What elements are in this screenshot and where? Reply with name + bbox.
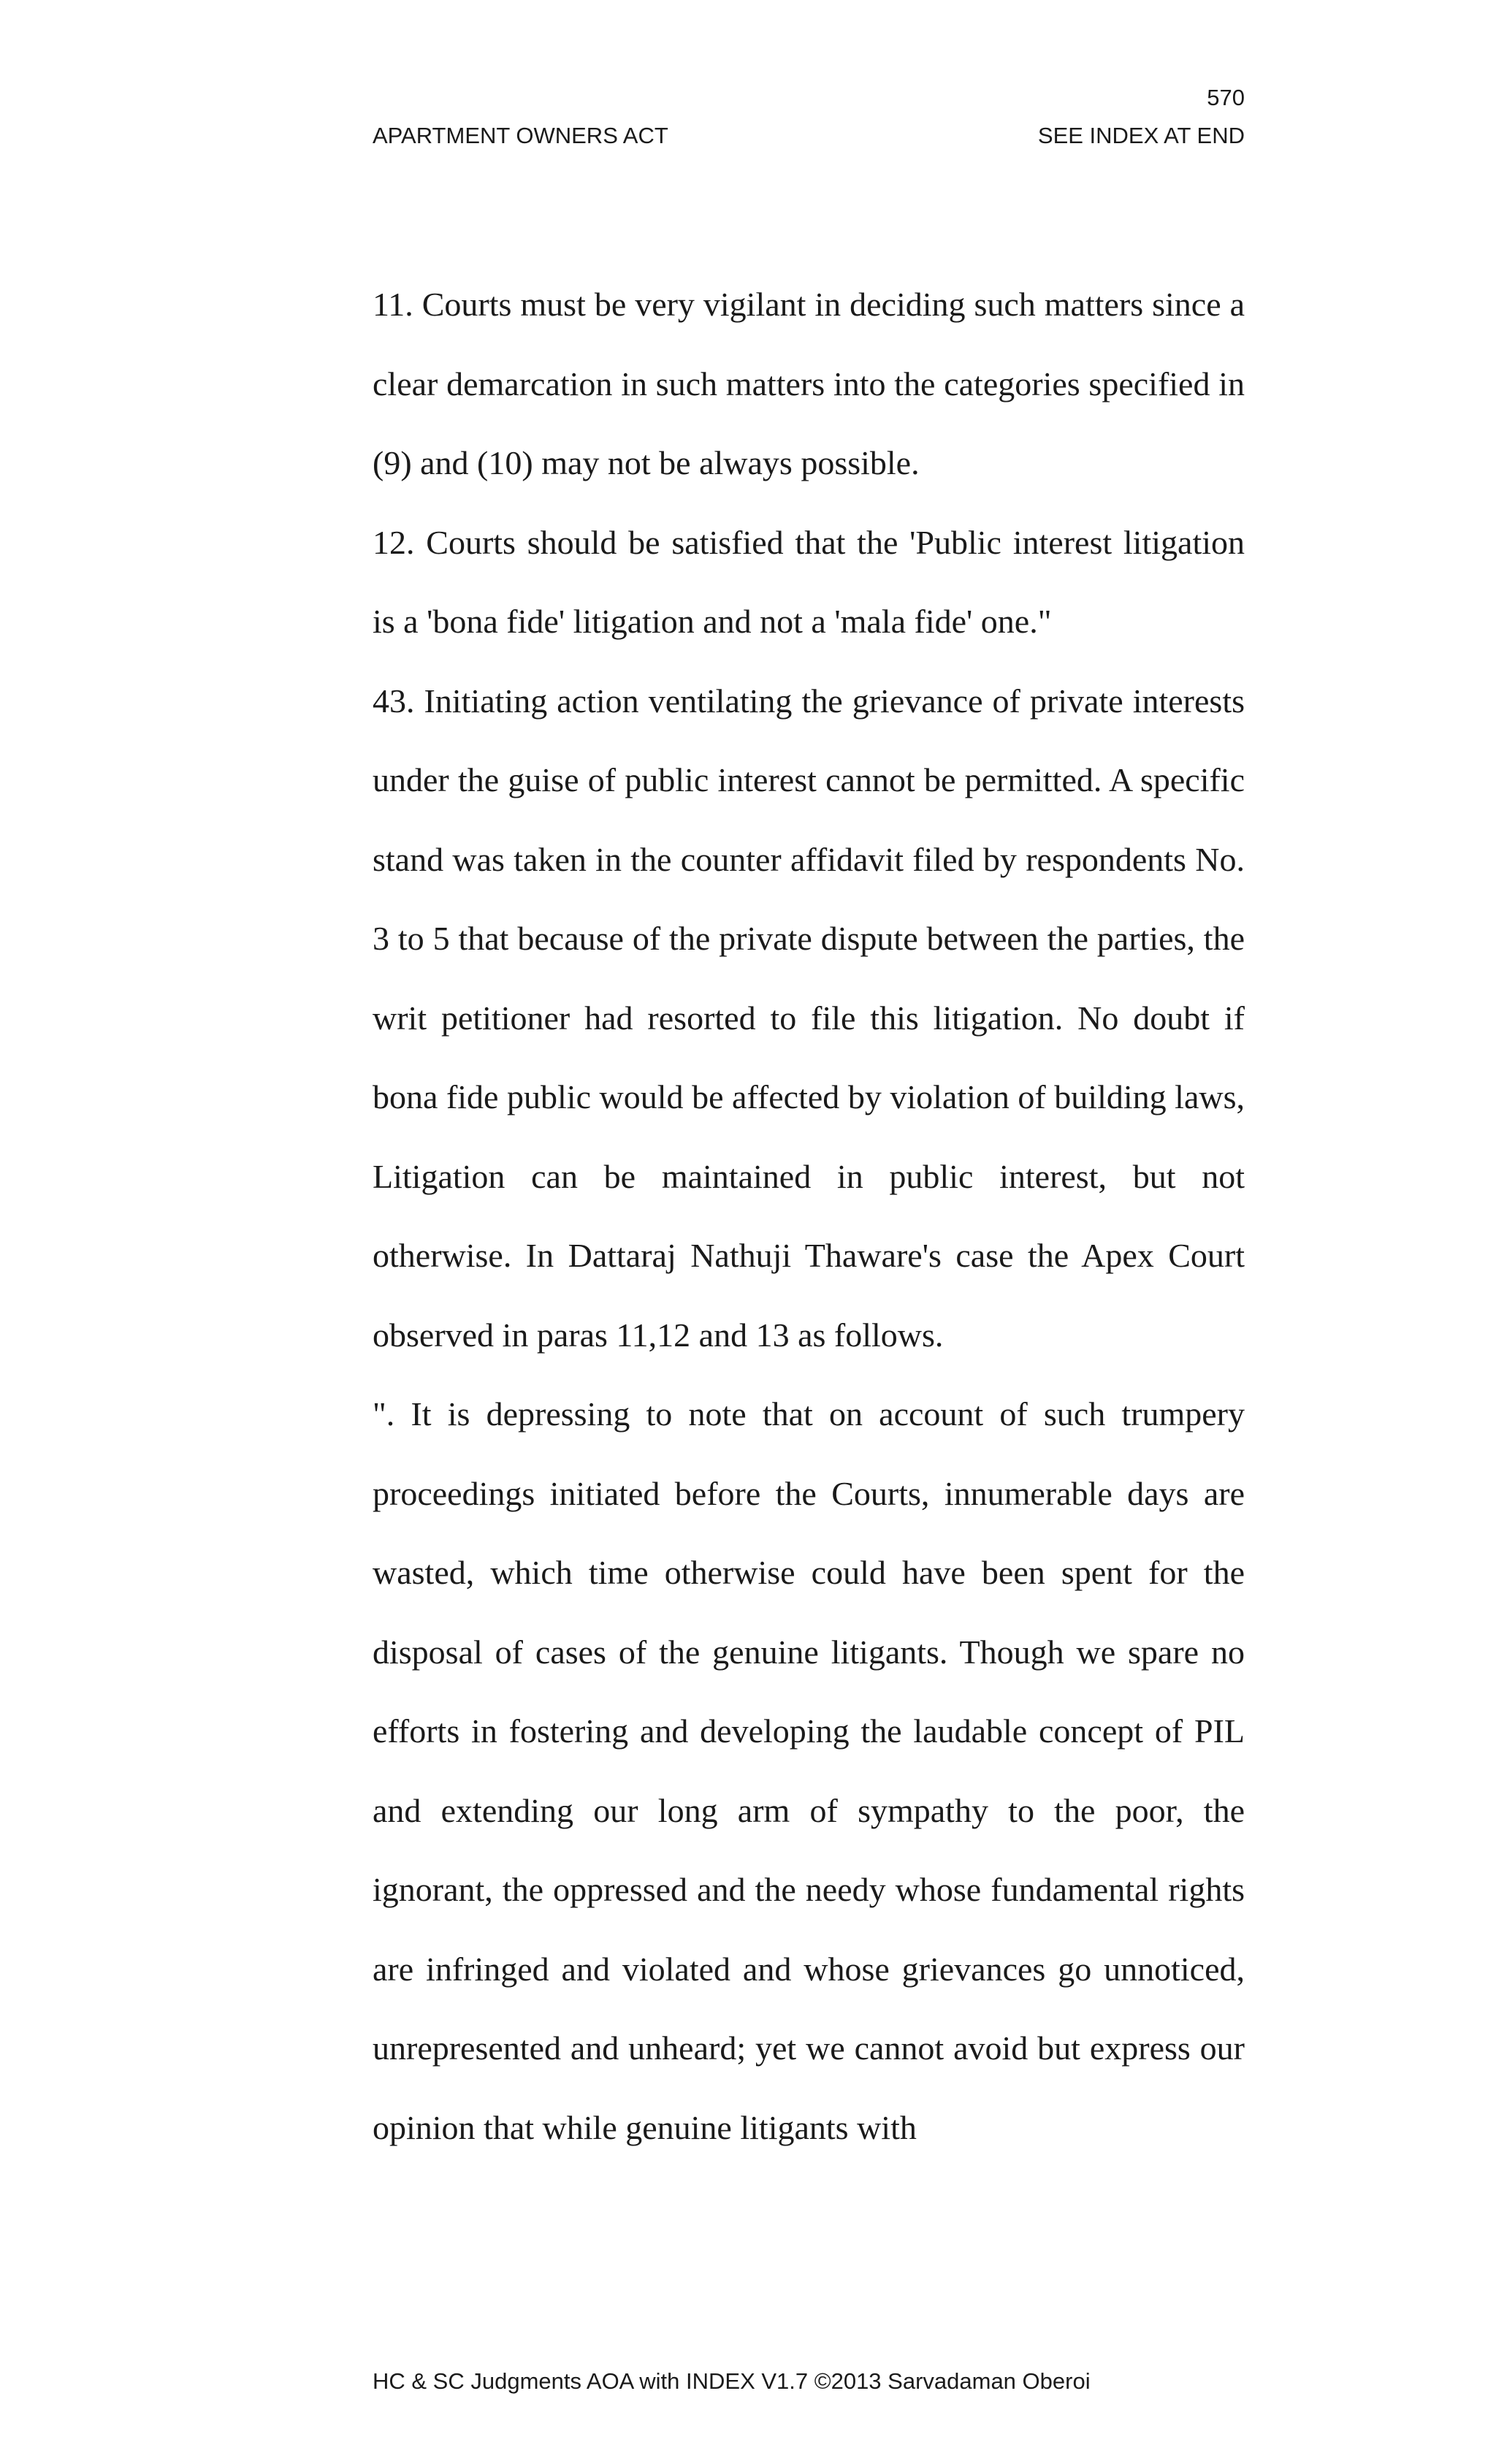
- header-right-note: SEE INDEX AT END: [1037, 123, 1245, 148]
- paragraph-43: 43. Initiating action ventilating the grievance of private interests under the guise of public interest cannot be permitted. A specific stand was taken in the counter affidavit filed by respondents No. 3 to 5 that because of the private dispute between the parties, the writ petitioner had resorted to file this litigation. No doubt if bona fide public would be affected by violation of building laws, Litigation can be maintained in public interest, but not otherwise. In Dattaraj Nathuji Thaware's case the Apex Court observed in paras 11,12 and 13 as follows.: [373, 682, 1245, 1354]
- running-header: [373, 124, 1245, 147]
- quoted-paragraph: ". It is depressing to note that on account of such trumpery proceedings initiated before the Courts, innumerable days are wasted, which time otherwise could have been spent for the disposal of cases of the genuine litigants. Though we spare no efforts in fostering and developing the laudable concept of PIL and extending our long arm of sympathy to the poor, the ignorant, the oppressed and the needy whose fundamental rights are infringed and violated and whose grievances go unnoticed, unrepresented and unheard; yet we cannot avoid but express our opinion that while genuine litigants with: [373, 1395, 1245, 2146]
- body-text: [373, 265, 1245, 2167]
- page-footer: HC & SC Judgments AOA with INDEX V1.7 ©2013 Sarvadaman Oberoi: [373, 2368, 1091, 2394]
- paragraph-11: 11. Courts must be very vigilant in deciding such matters since a clear demarcation in such matters into the categories specified in (9) and (10) may not be always possible.: [373, 286, 1245, 481]
- paragraph-12: 12. Courts should be satisfied that the 'Public interest litigation is a 'bona fide' litigation and not a 'mala fide' one.": [373, 523, 1245, 640]
- page-number: 570: [1207, 85, 1245, 110]
- header-left-title: APARTMENT OWNERS ACT: [373, 123, 668, 148]
